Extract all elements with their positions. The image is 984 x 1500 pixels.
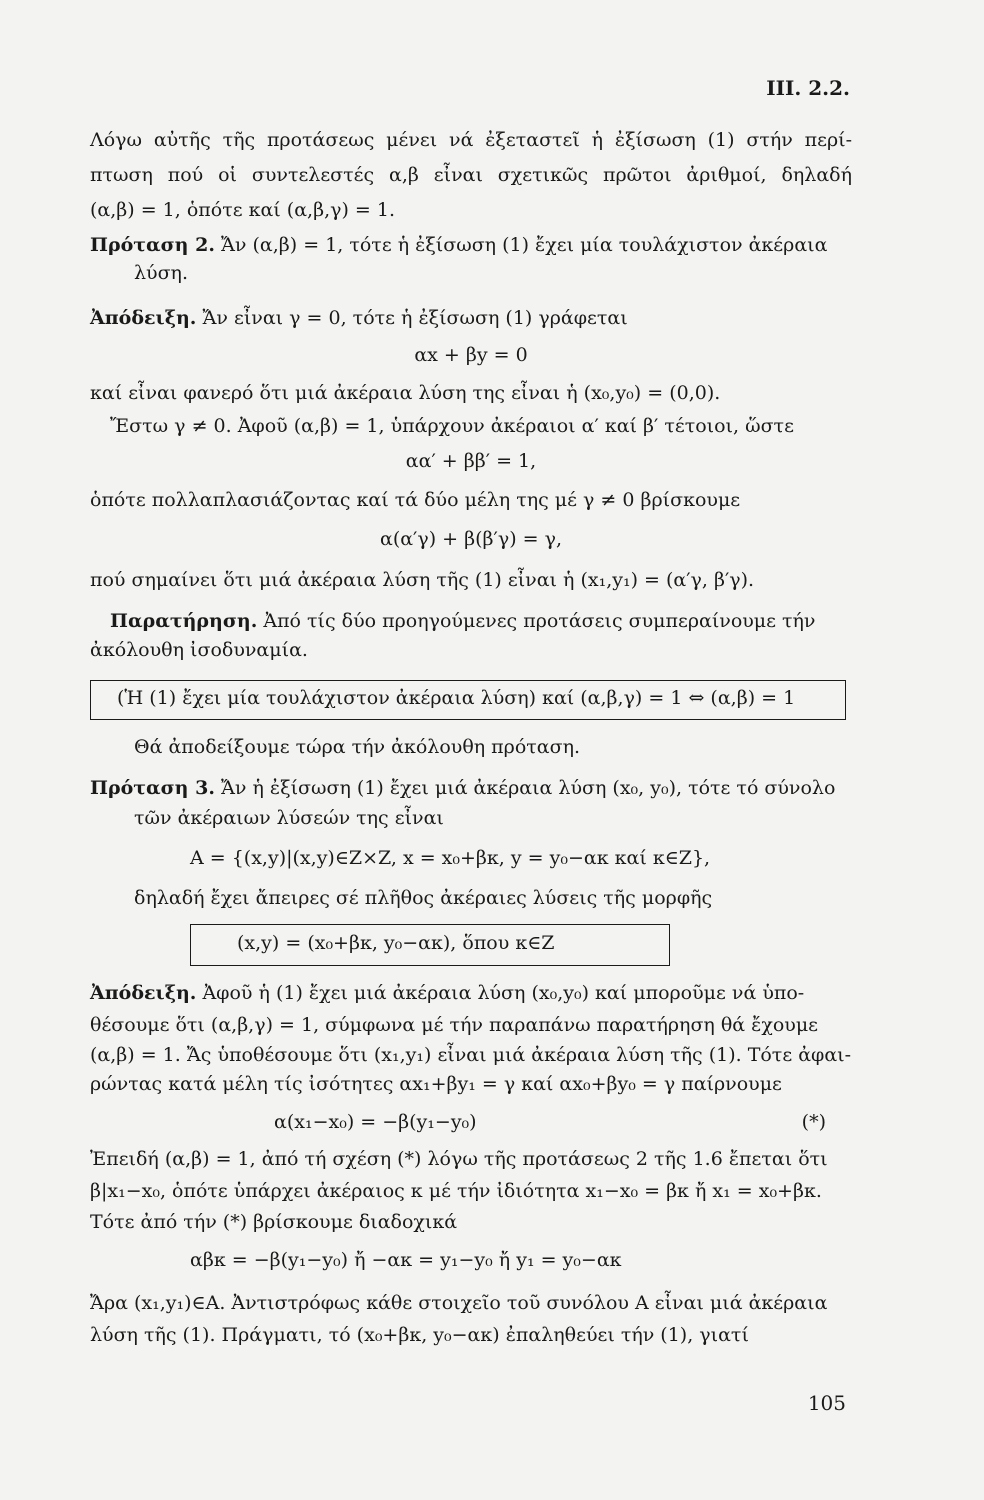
proof-2 — [90, 980, 852, 1006]
equation-1: αx + βy = 0 — [414, 344, 528, 366]
general-solution-text: (x,y) = (x₀+βκ, y₀−ακ), ὅπου κ∈Z — [237, 932, 555, 954]
paragraph-line: Ἔστω γ ≠ 0. Ἀφοῦ (α,β) = 1, ὑπάρχουν ἀκέραιοι α′ καί β′ τέτοιοι, ὥστε — [110, 415, 794, 437]
proof-1 — [90, 305, 628, 331]
proof-label: Ἀπόδειξη. — [90, 307, 197, 329]
proposition-2 — [90, 232, 852, 258]
proof-text: Ἀφοῦ ἡ (1) ἔχει μιά ἀκέραια λύση (x₀,y₀) καί μποροῦμε νά ὑπο- — [196, 982, 805, 1004]
paragraph-line: (α,β) = 1. Ἄς ὑποθέσουμε ὅτι (x₁,y₁) εἶναι μιά ἀκέραια λύση τῆς (1). Τότε ἀφαι- — [90, 1044, 852, 1066]
proposition-label: Πρόταση 3. — [90, 777, 215, 799]
equivalence-text: (Ἡ (1) ἔχει μία τουλάχιστον ἀκέραια λύση) καί (α,β,γ) = 1 ⇔ (α,β) = 1 — [117, 687, 796, 709]
equation-2: αα′ + ββ′ = 1, — [405, 450, 537, 472]
page-number: 105 — [807, 1391, 846, 1415]
equation-tag: (*) — [801, 1111, 826, 1133]
general-solution-box — [190, 924, 670, 966]
paragraph-line: ἀκόλουθη ἰσοδυναμία. — [90, 639, 308, 661]
proposition-label: Πρόταση 2. — [90, 234, 215, 256]
paragraph-line: β|x₁−x₀, ὁπότε ὑπάρχει ἀκέραιος κ μέ τήν ἰδιότητα x₁−x₀ = βκ ἤ x₁ = x₀+βκ. — [90, 1180, 822, 1202]
paragraph-line: ὁπότε πολλαπλασιάζοντας καί τά δύο μέλη της μέ γ ≠ 0 βρίσκουμε — [90, 489, 741, 511]
equivalence-box — [90, 680, 846, 720]
paragraph-line: δηλαδή ἔχει ἄπειρες σέ πλῆθος ἀκέραιες λύσεις τῆς μορφῆς — [134, 887, 713, 909]
proof-text: Ἄν εἶναι γ = 0, τότε ἡ ἐξίσωση (1) γράφεται — [196, 307, 628, 329]
paragraph-line: πού σημαίνει ὅτι μιά ἀκέραια λύση τῆς (1) εἶναι ἡ (x₁,y₁) = (α′γ, β′γ). — [90, 569, 755, 591]
paragraph-line: Ἐπειδή (α,β) = 1, ἀπό τή σχέση (*) λόγω τῆς προτάσεως 2 τῆς 1.6 ἔπεται ὅτι — [90, 1148, 828, 1170]
equation-3: α(α′γ) + β(β′γ) = γ, — [379, 528, 562, 550]
paragraph-line: Θά ἀποδείξουμε τώρα τήν ἀκόλουθη πρόταση. — [134, 736, 581, 758]
remark-text: Ἀπό τίς δύο προηγούμενες προτάσεις συμπεραίνουμε τήν — [257, 610, 816, 632]
proof-label: Ἀπόδειξη. — [90, 982, 197, 1004]
paragraph-line: ρώντας κατά μέλη τίς ἰσότητες αx₁+βy₁ = γ καί αx₀+βy₀ = γ παίρνουμε — [90, 1073, 782, 1095]
paragraph-line: (α,β) = 1, ὁπότε καί (α,β,γ) = 1. — [90, 199, 396, 221]
proposition-3 — [90, 775, 852, 801]
paragraph-line: Ἄρα (x₁,y₁)∈A. Ἀντιστρόφως κάθε στοιχεῖο τοῦ συνόλου A εἶναι μιά ἀκέραια — [90, 1292, 828, 1314]
proposition-text: Ἄν ἡ ἐξίσωση (1) ἔχει μιά ἀκέραια λύση (x₀, y₀), τότε τό σύνολο — [214, 777, 836, 799]
paragraph-line: Λόγω αὐτῆς τῆς προτάσεως μένει νά ἐξεταστεῖ ἡ ἐξίσωση (1) στήν περί- — [90, 129, 852, 151]
paragraph-line: Τότε ἀπό τήν (*) βρίσκουμε διαδοχικά — [90, 1211, 458, 1233]
paragraph-line: θέσουμε ὅτι (α,β,γ) = 1, σύμφωνα μέ τήν παραπάνω παρατήρηση θά ἔχουμε — [90, 1014, 819, 1036]
paragraph-line: λύση τῆς (1). Πράγματι, τό (x₀+βκ, y₀−ακ) ἐπαληθεύει τήν (1), γιατί — [90, 1324, 749, 1346]
equation-6: αβκ = −β(y₁−y₀) ἤ −ακ = y₁−y₀ ἤ y₁ = y₀−ακ — [190, 1249, 622, 1271]
remark-label: Παρατήρηση. — [110, 610, 258, 632]
equation-text: α(x₁−x₀) = −β(y₁−y₀) — [274, 1111, 477, 1133]
proposition-text: Ἄν (α,β) = 1, τότε ἡ ἐξίσωση (1) ἔχει μία τουλάχιστον ἀκέραια — [214, 234, 828, 256]
equation-4: A = {(x,y)|(x,y)∈Z×Z, x = x₀+βκ, y = y₀−ακ καί κ∈Z}, — [190, 847, 711, 869]
paragraph-line: καί εἶναι φανερό ὅτι μιά ἀκέραια λύση της εἶναι ἡ (x₀,y₀) = (0,0). — [90, 382, 721, 404]
proposition-continuation: τῶν ἀκέραιων λύσεών της εἶναι — [134, 807, 444, 829]
paragraph-line: πτωση πού οἱ συντελεστές α,β εἶναι σχετικῶς πρῶτοι ἀριθμοί, δηλαδή — [90, 164, 852, 186]
proposition-continuation: λύση. — [134, 262, 188, 284]
remark — [110, 608, 852, 634]
section-header: ΙΙΙ. 2.2. — [766, 76, 850, 100]
equation-5 — [274, 1109, 826, 1135]
